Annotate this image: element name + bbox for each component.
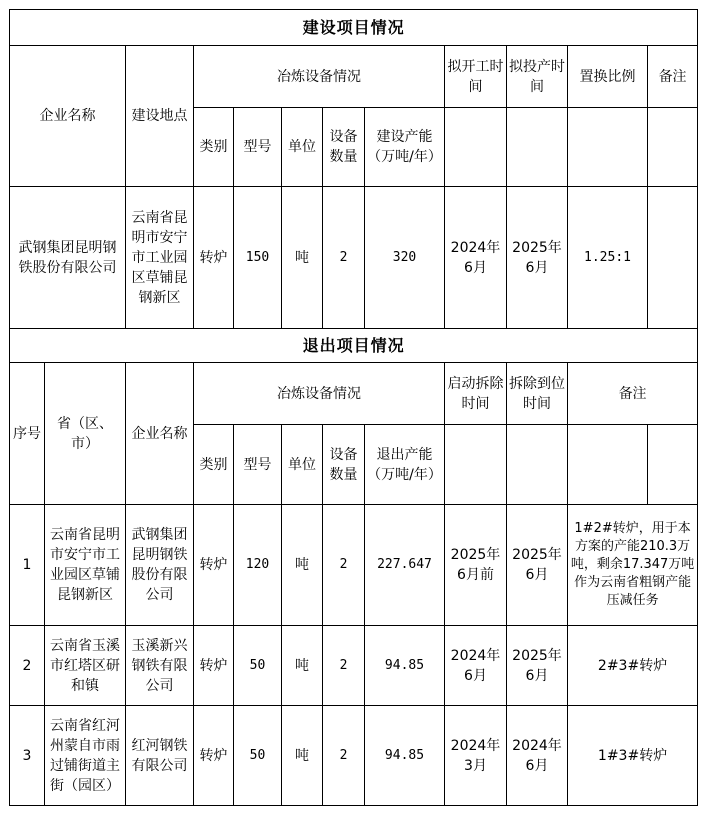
build-header-count: 设备数量 xyxy=(323,108,365,187)
build-header-blank xyxy=(445,108,507,187)
build-header-production: 拟投产时间 xyxy=(507,46,568,108)
exit-seq: 1 xyxy=(10,505,45,626)
exit-model: 50 xyxy=(234,626,282,706)
build-section-title: 建设项目情况 xyxy=(10,10,698,46)
exit-header-equipment: 冶炼设备情况 xyxy=(194,363,445,425)
exit-header-company: 企业名称 xyxy=(126,363,194,505)
exit-seq: 2 xyxy=(10,626,45,706)
exit-start: 2024年3月 xyxy=(445,706,507,806)
exit-seq: 3 xyxy=(10,706,45,806)
exit-done: 2025年6月 xyxy=(507,505,568,626)
exit-header-start: 启动拆除时间 xyxy=(445,363,507,425)
exit-count: 2 xyxy=(323,505,365,626)
exit-header-blank xyxy=(568,425,648,505)
build-header-blank xyxy=(507,108,568,187)
exit-header-seq: 序号 xyxy=(10,363,45,505)
build-production: 2025年6月 xyxy=(507,187,568,329)
exit-capacity: 94.85 xyxy=(365,626,445,706)
exit-header-done: 拆除到位时间 xyxy=(507,363,568,425)
exit-count: 2 xyxy=(323,626,365,706)
build-header-type: 类别 xyxy=(194,108,234,187)
build-header-start: 拟开工时间 xyxy=(445,46,507,108)
build-header-location: 建设地点 xyxy=(126,46,194,187)
exit-start: 2024年6月 xyxy=(445,626,507,706)
exit-type: 转炉 xyxy=(194,505,234,626)
build-header-equipment: 冶炼设备情况 xyxy=(194,46,445,108)
exit-remark: 1#2#转炉，用于本方案的产能210.3万吨，剩余17.347万吨作为云南省粗钢产能压减任务 xyxy=(568,505,698,626)
exit-type: 转炉 xyxy=(194,626,234,706)
build-ratio: 1.25:1 xyxy=(568,187,648,329)
exit-done: 2024年 6月 xyxy=(507,706,568,806)
exit-model: 120 xyxy=(234,505,282,626)
exit-row xyxy=(10,626,698,706)
exit-model: 50 xyxy=(234,706,282,806)
build-header-capacity: 建设产能（万吨/年） xyxy=(365,108,445,187)
exit-header-count: 设备数量 xyxy=(323,425,365,505)
build-capacity: 320 xyxy=(365,187,445,329)
build-location: 云南省昆明市安宁市工业园区草铺昆钢新区 xyxy=(126,187,194,329)
exit-unit: 吨 xyxy=(282,505,323,626)
capacity-replacement-table xyxy=(9,9,698,806)
exit-header-capacity: 退出产能（万吨/年） xyxy=(365,425,445,505)
exit-capacity: 227.647 xyxy=(365,505,445,626)
build-start: 2024年6月 xyxy=(445,187,507,329)
build-header-unit: 单位 xyxy=(282,108,323,187)
exit-done: 2025年6月 xyxy=(507,626,568,706)
exit-type: 转炉 xyxy=(194,706,234,806)
build-remark xyxy=(648,187,698,329)
build-header-model: 型号 xyxy=(234,108,282,187)
exit-header-province: 省（区、市） xyxy=(45,363,126,505)
build-type: 转炉 xyxy=(194,187,234,329)
exit-header-type: 类别 xyxy=(194,425,234,505)
exit-header-blank xyxy=(507,425,568,505)
exit-province: 云南省红河州蒙自市雨过铺街道主街（园区） xyxy=(45,706,126,806)
exit-start: 2025年6月前 xyxy=(445,505,507,626)
exit-row xyxy=(10,505,698,626)
exit-section-title: 退出项目情况 xyxy=(10,329,698,363)
exit-remark: 2#3#转炉 xyxy=(568,626,698,706)
build-header-company: 企业名称 xyxy=(10,46,126,187)
exit-capacity: 94.85 xyxy=(365,706,445,806)
exit-unit: 吨 xyxy=(282,626,323,706)
exit-company: 红河钢铁有限公司 xyxy=(126,706,194,806)
exit-remark: 1#3#转炉 xyxy=(568,706,698,806)
build-header-blank xyxy=(648,108,698,187)
build-header-remark: 备注 xyxy=(648,46,698,108)
exit-header-unit: 单位 xyxy=(282,425,323,505)
build-header-ratio: 置换比例 xyxy=(568,46,648,108)
exit-unit: 吨 xyxy=(282,706,323,806)
exit-header-remark: 备注 xyxy=(568,363,698,425)
exit-header-blank xyxy=(648,425,698,505)
build-company: 武钢集团昆明钢铁股份有限公司 xyxy=(10,187,126,329)
exit-header-model: 型号 xyxy=(234,425,282,505)
exit-company: 武钢集团昆明钢铁股份有限公司 xyxy=(126,505,194,626)
build-model: 150 xyxy=(234,187,282,329)
exit-count: 2 xyxy=(323,706,365,806)
exit-header-blank xyxy=(445,425,507,505)
build-unit: 吨 xyxy=(282,187,323,329)
exit-province: 云南省玉溪市红塔区研和镇 xyxy=(45,626,126,706)
build-header-blank xyxy=(568,108,648,187)
exit-company: 玉溪新兴钢铁有限公司 xyxy=(126,626,194,706)
exit-row xyxy=(10,706,698,806)
build-row xyxy=(10,187,698,329)
build-count: 2 xyxy=(323,187,365,329)
exit-province: 云南省昆明市安宁市工业园区草铺昆钢新区 xyxy=(45,505,126,626)
